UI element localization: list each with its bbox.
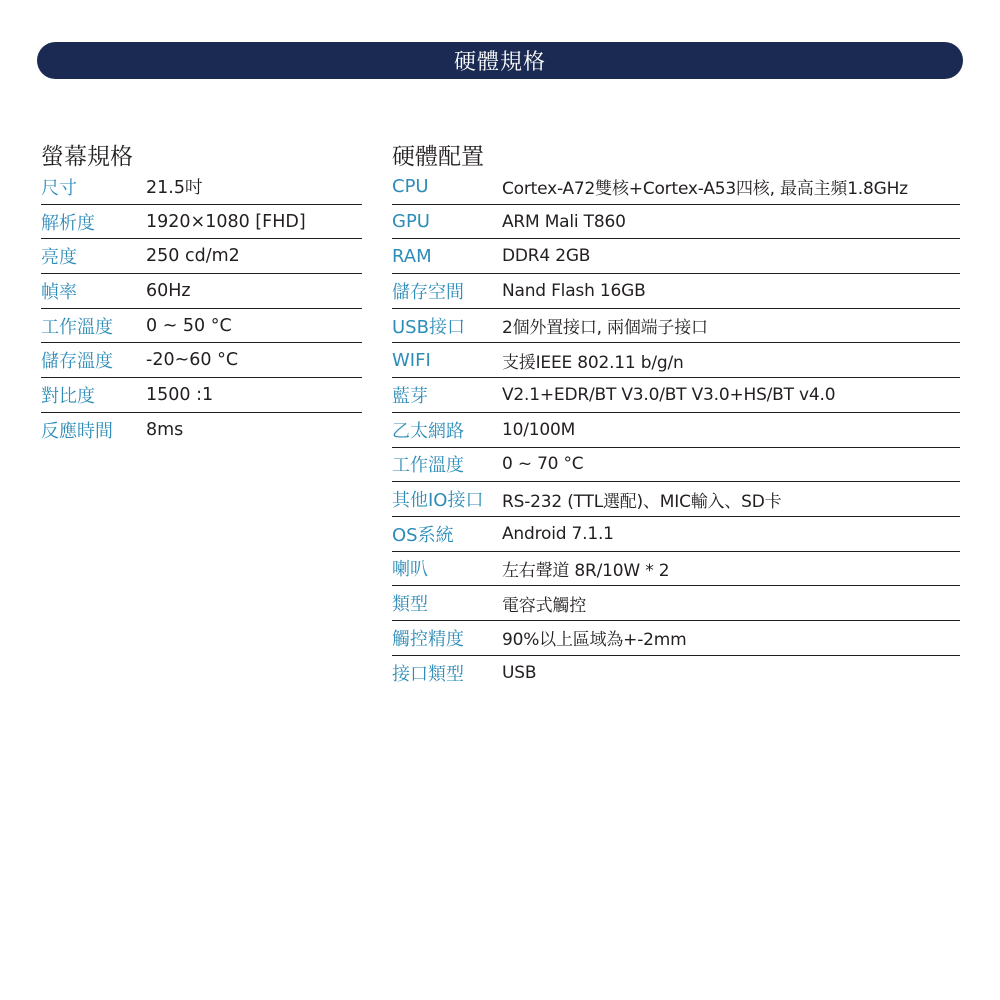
header-banner xyxy=(37,42,963,79)
spec-label: 類型 xyxy=(392,594,428,616)
spec-value: Cortex-A72雙核+Cortex-A53四核, 最高主頻1.8GHz xyxy=(502,179,908,200)
spec-value: USB xyxy=(502,662,537,683)
spec-value: DDR4 2GB xyxy=(502,246,591,267)
spec-label: 對比度 xyxy=(41,385,95,407)
spec-value: Nand Flash 16GB xyxy=(502,280,646,301)
spec-row xyxy=(392,586,960,621)
spec-value: 2個外置接口, 兩個端子接口 xyxy=(502,318,708,339)
hardware-config-table xyxy=(392,170,960,690)
spec-label: 尺寸 xyxy=(41,177,77,199)
screen-spec-title: 螢幕規格 xyxy=(41,144,133,170)
spec-label: 藍芽 xyxy=(392,385,428,407)
spec-value: Android 7.1.1 xyxy=(502,523,614,544)
spec-row xyxy=(392,482,960,517)
spec-row xyxy=(392,274,960,309)
hardware-config-title: 硬體配置 xyxy=(392,144,484,170)
spec-row xyxy=(392,205,960,240)
spec-value: ARM Mali T860 xyxy=(502,211,626,232)
spec-row xyxy=(41,170,362,205)
spec-row xyxy=(392,239,960,274)
spec-value: 左右聲道 8R/10W * 2 xyxy=(502,560,670,581)
spec-label: RAM xyxy=(392,245,432,267)
page-title: 硬體規格 xyxy=(453,50,546,75)
spec-value: 60Hz xyxy=(146,280,191,301)
spec-value: 21.5吋 xyxy=(146,178,203,199)
spec-row xyxy=(41,205,362,240)
spec-row xyxy=(41,309,362,344)
spec-row xyxy=(41,378,362,413)
spec-value: 250 cd/m2 xyxy=(146,246,240,267)
spec-label: 工作溫度 xyxy=(41,316,113,338)
spec-row xyxy=(392,448,960,483)
spec-row xyxy=(392,378,960,413)
spec-row xyxy=(392,552,960,587)
spec-value: 8ms xyxy=(146,420,184,441)
spec-label: 亮度 xyxy=(41,247,77,269)
spec-label: 其他IO接口 xyxy=(392,490,484,512)
spec-label: WIFI xyxy=(392,349,431,371)
spec-label: 工作溫度 xyxy=(392,455,464,477)
spec-row xyxy=(392,343,960,378)
spec-label: 儲存溫度 xyxy=(41,351,113,373)
spec-label: 接口類型 xyxy=(392,663,464,685)
spec-value: 1500 :1 xyxy=(146,384,214,405)
spec-label: USB接口 xyxy=(392,316,465,338)
spec-value: 電容式觸控 xyxy=(502,595,586,616)
spec-row xyxy=(392,413,960,448)
spec-value: -20~60 °C xyxy=(146,350,239,371)
spec-row xyxy=(41,239,362,274)
spec-value: 90%以上區域為+-2mm xyxy=(502,630,687,651)
spec-label: 儲存空間 xyxy=(392,281,464,303)
spec-label: 觸控精度 xyxy=(392,628,464,650)
spec-value: 0 ~ 50 °C xyxy=(146,315,232,336)
spec-row xyxy=(41,343,362,378)
spec-row xyxy=(392,621,960,656)
spec-value: RS-232 (TTL選配)、MIC輸入、SD卡 xyxy=(502,491,782,512)
spec-row xyxy=(41,413,362,448)
spec-value: 支援IEEE 802.11 b/g/n xyxy=(502,352,684,373)
screen-spec-table xyxy=(41,170,362,448)
spec-label: CPU xyxy=(392,176,429,198)
spec-label: 解析度 xyxy=(41,212,95,234)
spec-label: 乙太網路 xyxy=(392,420,464,442)
spec-label: 幀率 xyxy=(41,281,77,303)
spec-row xyxy=(392,517,960,552)
spec-label: OS系統 xyxy=(392,524,454,546)
spec-value: 0 ~ 70 °C xyxy=(502,454,584,475)
spec-value: 10/100M xyxy=(502,419,576,440)
spec-row xyxy=(392,170,960,205)
spec-label: 喇叭 xyxy=(392,559,428,581)
spec-label: 反應時間 xyxy=(41,421,113,443)
spec-value: 1920×1080 [FHD] xyxy=(146,211,306,232)
spec-row xyxy=(392,656,960,691)
spec-row xyxy=(41,274,362,309)
spec-label: GPU xyxy=(392,211,430,233)
spec-value: V2.1+EDR/BT V3.0/BT V3.0+HS/BT v4.0 xyxy=(502,384,836,405)
spec-row xyxy=(392,309,960,344)
